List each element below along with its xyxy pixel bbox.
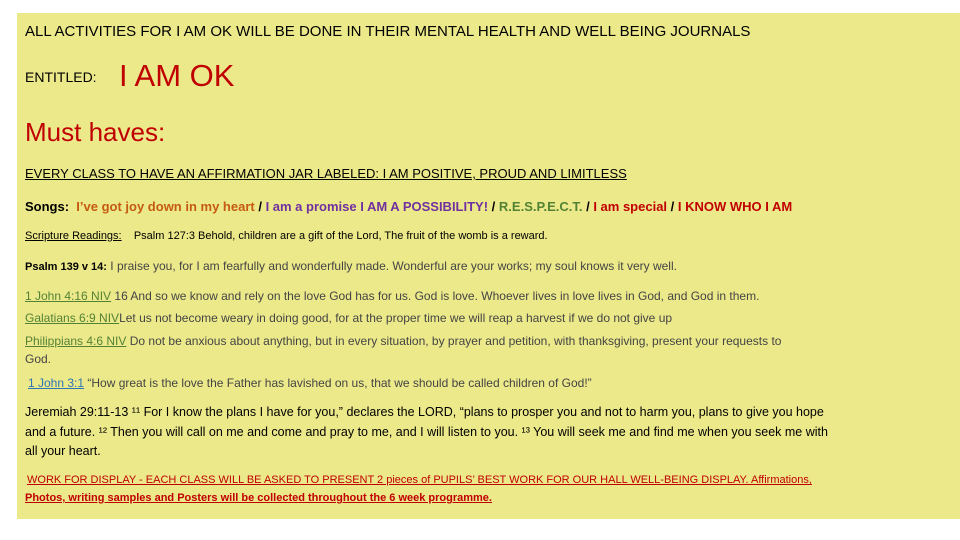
work-display-line-2: Photos, writing samples and Posters will be collected throughout the 6 week programme. (25, 492, 492, 504)
work-display-line-1: WORK FOR DISPLAY - EACH CLASS WILL BE ASKED TO PRESENT 2 pieces of PUPILS’ BEST WORK FOR OUR HALL WELL-BEING DISPLAY. Affirmations, (27, 474, 812, 486)
song-know-who: I KNOW WHO I AM (677, 199, 793, 214)
entitled-label: ENTITLED: (25, 69, 97, 85)
psalm-139-line (25, 259, 677, 273)
john-4-16-text: 16 And so we know and rely on the love God has for us. God is love. Whoever lives in love lives in God, and God in them. (111, 289, 760, 303)
psalm-139-ref: Psalm 139 v 14: (25, 261, 107, 273)
must-haves-heading: Must haves: (25, 117, 166, 147)
galatians-6-9-link[interactable]: Galatians 6:9 NIV (25, 311, 120, 325)
entitled-title: I AM OK (119, 58, 235, 93)
song-separator: / (667, 199, 678, 214)
songs-line (25, 199, 792, 214)
scripture-line (25, 230, 548, 242)
john-3-1-link[interactable]: 1 John 3:1 (28, 376, 85, 390)
song-promise: I am a promise I AM A POSSIBILITY! (265, 199, 489, 214)
galatians-6-9-text: Let us not become weary in doing good, for at the proper time we will reap a harvest if we do not give up (119, 311, 673, 325)
song-separator: / (254, 199, 266, 214)
philippians-4-6-continued: God. (25, 352, 52, 366)
jeremiah-line-3: all your heart. (25, 444, 101, 458)
psalm-127: Psalm 127:3 Behold, children are a gift of the Lord, The fruit of the womb is a reward. (133, 230, 548, 242)
philippians-4-6-link[interactable]: Philippians 4:6 NIV (25, 334, 127, 348)
songs-label: Songs: (25, 199, 70, 214)
philippians-4-6-text: Do not be anxious about anything, but in every situation, by prayer and petition, with thanksgiving, present your requests to (126, 334, 782, 348)
jeremiah-line-2: and a future. ¹² Then you will call on me and come and pray to me, and I will listen to you. ¹³ You will seek me and find me when you seek me with (25, 425, 828, 439)
journal-heading: ALL ACTIVITIES FOR I AM OK WILL BE DONE IN THEIR MENTAL HEALTH AND WELL BEING JOURNALS (25, 23, 751, 40)
john-4-16-line (25, 289, 759, 303)
philippians-line (25, 334, 781, 348)
song-respect: R.E.S.P.E.C.T. (498, 199, 583, 214)
song-special: I am special (593, 199, 668, 214)
john-3-1-text: “How great is the love the Father has lavished on us, that we should be called children of God!” (84, 376, 592, 390)
song-separator: / (582, 199, 594, 214)
psalm-139-text: I praise you, for I am fearfully and wonderfully made. Wonderful are your works; my soul knows it very well. (106, 259, 677, 273)
scripture-label: Scripture Readings: (25, 230, 122, 242)
affirmation-jar-text: EVERY CLASS TO HAVE AN AFFIRMATION JAR LABELED: I AM POSITIVE, PROUD AND LIMITLESS (25, 166, 627, 181)
john-3-1-line (28, 376, 592, 390)
jeremiah-line-1: Jeremiah 29:11-13 ¹¹ For I know the plans I have for you,” declares the LORD, “plans to prosper you and not to harm you, plans to give you hope (25, 405, 824, 419)
song-separator: / (488, 199, 499, 214)
song-joy: I’ve got joy down in my heart (76, 199, 255, 214)
galatians-line (25, 311, 672, 325)
john-4-16-link[interactable]: 1 John 4:16 NIV (25, 289, 112, 303)
entitled-line (25, 58, 234, 94)
